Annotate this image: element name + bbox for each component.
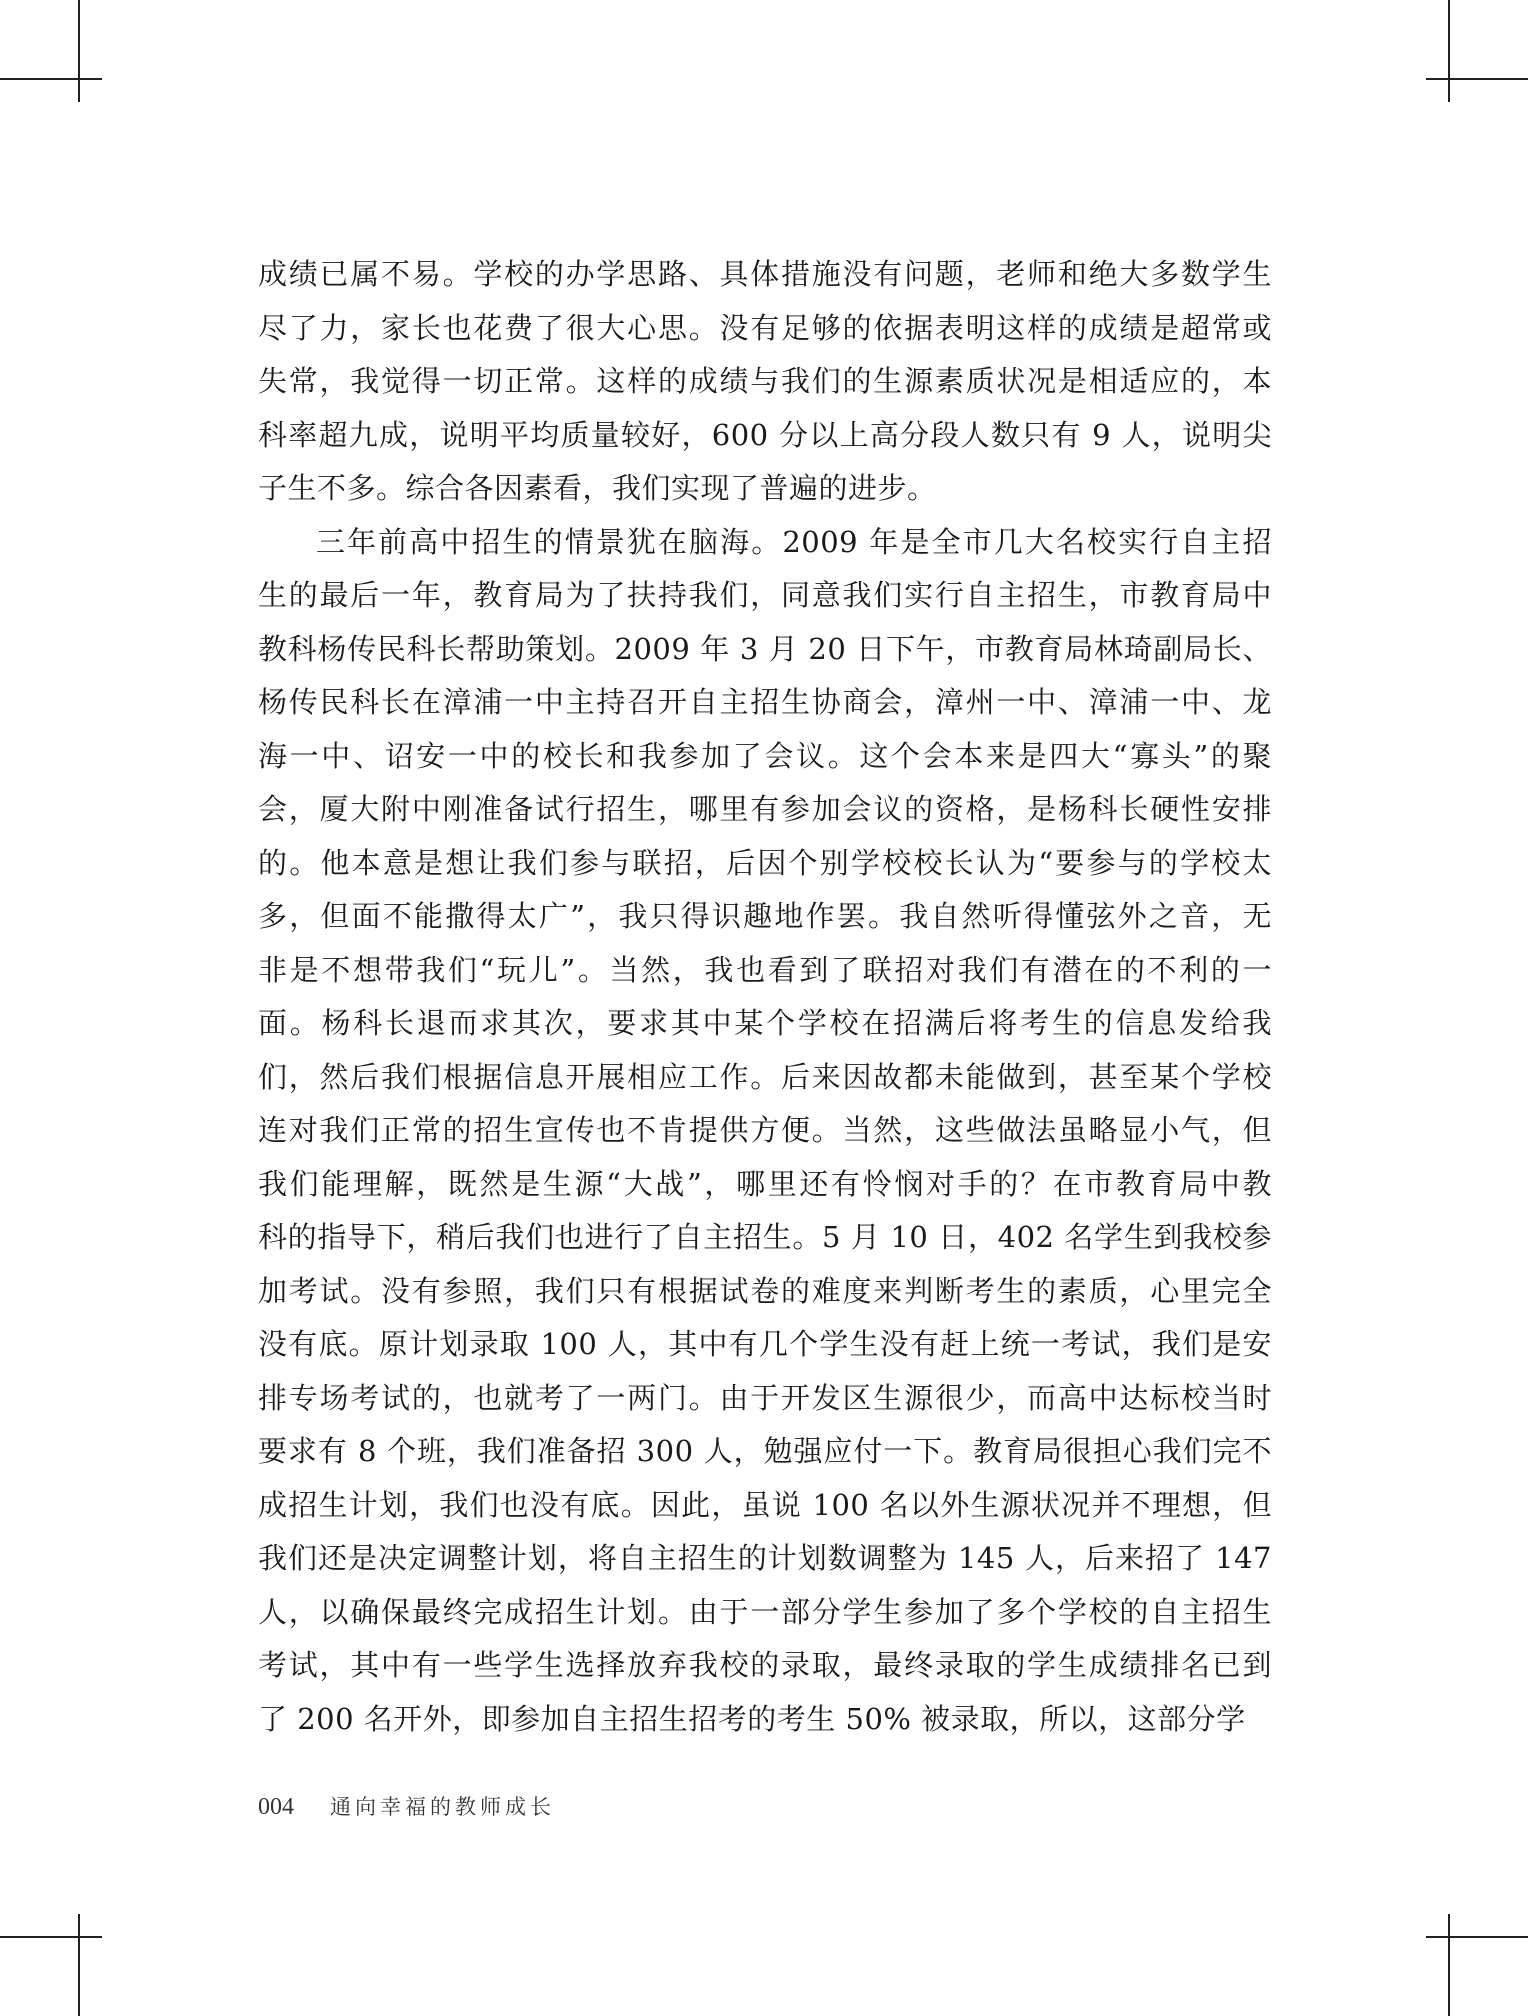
body-text <box>258 248 1272 1746</box>
text-line: 生的最后一年，教育局为了扶持我们，同意我们实行自主招生，市教育局中 <box>258 578 1272 612</box>
text-line: 加考试。没有参照，我们只有根据试卷的难度来判断考生的素质，心里完全 <box>258 1273 1272 1308</box>
text-line: 面。杨科长退而求其次，要求其中某个学校在招满后将考生的信息发给我 <box>258 1006 1272 1040</box>
text-line: 成招生计划，我们也没有底。因此，虽说 100 名以外生源状况并不理想，但 <box>258 1487 1272 1522</box>
text-line: 科率超九成，说明平均质量较好，600 分以上高分段人数只有 9 人，说明尖 <box>258 417 1272 452</box>
text-line: 排专场考试的，也就考了一两门。由于开发区生源很少，而高中达标校当时 <box>258 1380 1272 1415</box>
page-number: 004 <box>258 1794 294 1820</box>
paragraph <box>258 516 1272 1747</box>
text-line: 们，然后我们根据信息开展相应工作。后来因故都未能做到，甚至某个学校 <box>258 1059 1272 1094</box>
text-line: 我们能理解，既然是生源“大战”，哪里还有怜悯对手的？在市教育局中教 <box>258 1166 1272 1201</box>
text-line: 失常，我觉得一切正常。这样的成绩与我们的生源素质状况是相适应的，本 <box>258 364 1272 398</box>
text-line: 要求有 8 个班，我们准备招 300 人，勉强应付一下。教育局很担心我们完不 <box>258 1434 1272 1468</box>
text-line: 非是不想带我们“玩儿”。当然，我也看到了联招对我们有潜在的不利的一 <box>258 952 1272 987</box>
text-line: 多，但面不能撒得太广”，我只得识趣地作罢。我自然听得懂弦外之音，无 <box>258 899 1272 933</box>
text-line: 海一中、诏安一中的校长和我参加了会议。这个会本来是四大“寡头”的聚 <box>258 738 1272 773</box>
text-line: 人，以确保最终完成招生计划。由于一部分学生参加了多个学校的自主招生 <box>258 1594 1272 1629</box>
text-line: 了 200 名开外，即参加自主招生招考的考生 50% 被录取，所以，这部分学 <box>258 1701 1246 1736</box>
book-title: 通向幸福的教师成长 <box>330 1795 555 1819</box>
page-footer <box>258 1790 555 1824</box>
text-line: 会，厦大附中刚准备试行招生，哪里有参加会议的资格，是杨科长硬性安排 <box>258 792 1272 826</box>
text-line: 科的指导下，稍后我们也进行了自主招生。5 月 10 日，402 名学生到我校参 <box>258 1220 1272 1254</box>
text-line: 的。他本意是想让我们参与联招，后因个别学校校长认为“要参与的学校太 <box>258 845 1272 880</box>
text-line: 成绩已属不易。学校的办学思路、具体措施没有问题，老师和绝大多数学生 <box>258 257 1272 291</box>
paragraph <box>258 248 1272 516</box>
text-line: 连对我们正常的招生宣传也不肯提供方便。当然，这些做法虽略显小气，但 <box>258 1113 1272 1147</box>
text-line: 子生不多。综合各因素看，我们实现了普遍的进步。 <box>258 471 937 505</box>
text-line: 没有底。原计划录取 100 人，其中有几个学生没有赶上统一考试，我们是安 <box>258 1327 1272 1361</box>
text-line: 三年前高中招生的情景犹在脑海。2009 年是全市几大名校实行自主招 <box>316 524 1272 559</box>
text-line: 我们还是决定调整计划，将自主招生的计划数调整为 145 人，后来招了 147 <box>258 1541 1272 1575</box>
text-line: 教科杨传民科长帮助策划。2009 年 3 月 20 日下午，市教育局林琦副局长、 <box>258 631 1272 666</box>
text-line: 尽了力，家长也花费了很大心思。没有足够的依据表明这样的成绩是超常或 <box>258 310 1272 345</box>
text-line: 杨传民科长在漳浦一中主持召开自主招生协商会，漳州一中、漳浦一中、龙 <box>258 685 1272 719</box>
text-line: 考试，其中有一些学生选择放弃我校的录取，最终录取的学生成绩排名已到 <box>258 1648 1272 1682</box>
